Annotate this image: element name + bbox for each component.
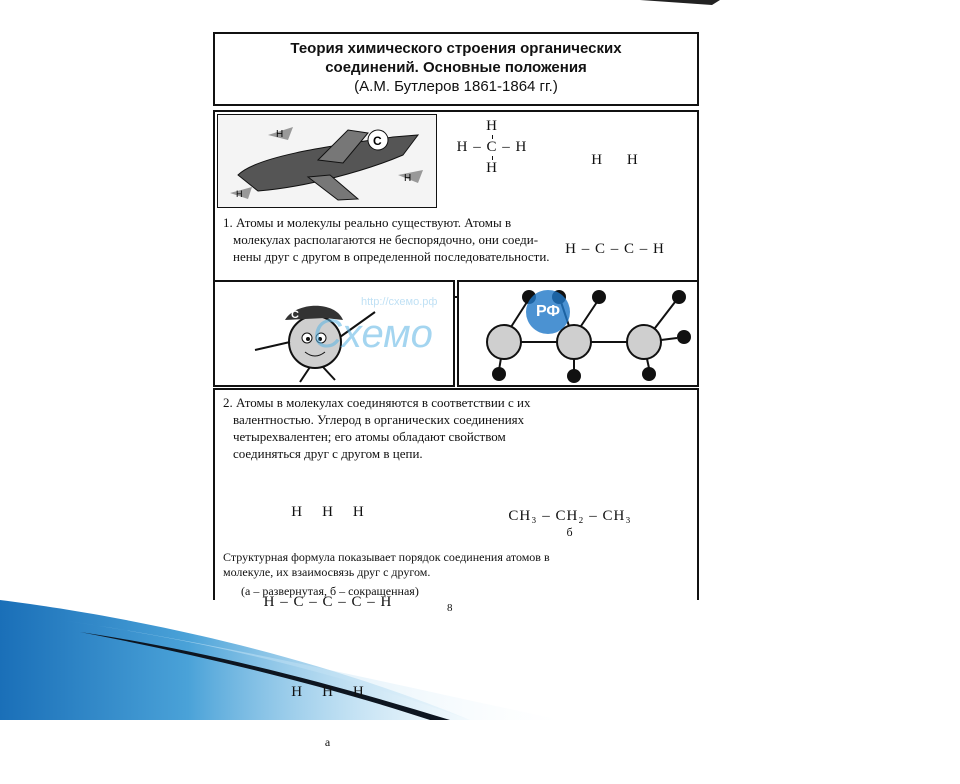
point-1-line-3: нены друг с другом в определенной последовательности. xyxy=(233,249,550,264)
svg-text:C: C xyxy=(373,134,382,148)
methane-bottom-h: H xyxy=(486,160,498,176)
watermark-url: http://схемо.рф xyxy=(361,296,438,308)
point-2-line-4: соединяться друг с другом в цепи. xyxy=(233,446,423,461)
point-2-text xyxy=(223,394,689,462)
propane-condensed-formula xyxy=(465,508,675,540)
ethane-top-h: H H xyxy=(591,152,639,168)
point-2-line-3: четырехвалентен; его атомы обладают свойством xyxy=(233,429,506,444)
watermark-badge-label: РФ xyxy=(535,303,561,320)
methane-formula xyxy=(443,118,541,177)
cartoon-right-box xyxy=(457,280,699,387)
propane-row: H – C – C – C – H xyxy=(263,594,393,610)
structural-formula-note xyxy=(223,550,693,599)
top-decoration xyxy=(0,0,960,20)
svg-text:H: H xyxy=(404,173,412,184)
point-1-line-2: молекулах располагаются не беспорядочно, они соеди- xyxy=(233,232,539,247)
title-box xyxy=(213,32,699,106)
svg-text:H: H xyxy=(236,189,243,199)
point-1-line-1: 1. Атомы и молекулы реально существуют. Атомы в xyxy=(223,215,512,230)
note-line-1: Структурная формула показывает порядок соединения атомов в xyxy=(223,550,550,564)
carbon-atom-cartoon xyxy=(215,282,453,385)
point-2-line-2: валентностью. Углерод в органических соединениях xyxy=(233,412,525,427)
point-2-line-1: 2. Атомы в молекулах соединяются в соответствии с их xyxy=(223,395,531,410)
svg-text:C: C xyxy=(291,309,299,321)
methane-row: H – C – H xyxy=(456,139,528,155)
condensed-formula-text: CH₃ – CH₂ – CH₃ xyxy=(508,508,632,524)
title-line-2: соединений. Основные положения xyxy=(325,59,587,76)
watermark-brand: Схемо xyxy=(313,312,433,356)
section-1-box xyxy=(213,110,699,298)
section-2-box xyxy=(213,388,699,749)
point-1-text xyxy=(223,214,689,265)
ethane-row: H – C – C – H xyxy=(565,241,665,257)
airplane-illustration xyxy=(217,114,437,208)
svg-text:H: H xyxy=(276,129,284,140)
carbon-chain-cartoon xyxy=(459,282,697,385)
document-page xyxy=(213,28,699,749)
note-line-3: (а – развернутая, б – сокращенная) xyxy=(241,584,419,598)
methane-top-h: H xyxy=(486,118,498,134)
title-line-1: Теория химического строения органических xyxy=(290,40,622,57)
propane-bottom-h: H H H xyxy=(291,684,365,700)
note-line-2: молекуле, их взаимосвязь друг с другом. xyxy=(223,565,431,579)
page-number: 8 xyxy=(447,602,453,614)
title-line-3: (А.М. Бутлеров 1861-1864 гг.) xyxy=(354,78,558,95)
propane-expanded-formula xyxy=(233,470,423,784)
cartoon-left-box xyxy=(213,280,455,387)
watermark-badge xyxy=(526,290,570,334)
condensed-label-b: б xyxy=(566,525,574,539)
propane-label-a: а xyxy=(324,735,332,749)
propane-top-h: H H H xyxy=(291,504,365,520)
